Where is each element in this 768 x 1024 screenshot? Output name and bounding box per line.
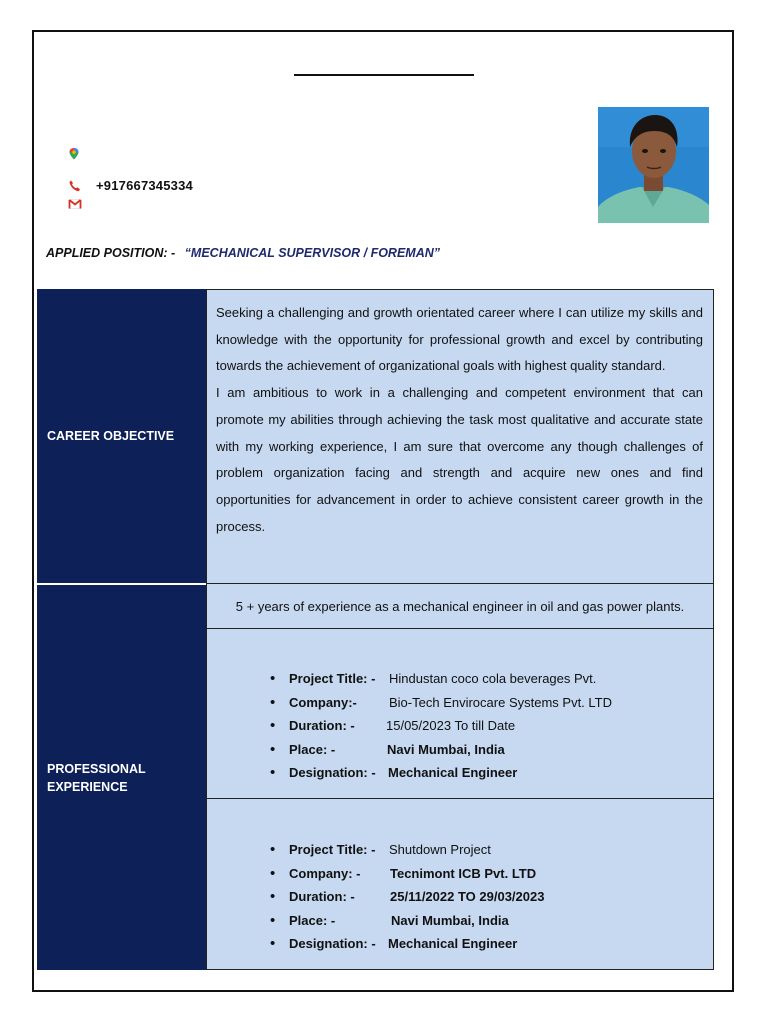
resume-table [37, 289, 714, 970]
profile-photo [598, 107, 709, 223]
designation-label: Designation: - [289, 765, 376, 780]
company: Bio-Tech Envirocare Systems Pvt. LTD [389, 694, 612, 710]
email-row [68, 197, 82, 211]
career-objective-paragraph-2: I am ambitious to work in a challenging and competent environment that can promote my abilities through achieving the task most qualitative and accurate state with my working experience, I am sure that overcome any though challenges of problem organization facing and strength and acquire new ones and find opportunities for advancement in order to achieve consistent career growth in the process. [216, 385, 703, 534]
name-underline [294, 74, 474, 76]
list-item [289, 714, 612, 738]
experience-summary-cell [206, 583, 714, 629]
project-list-1 [289, 667, 612, 785]
applied-position-value: “MECHANICAL SUPERVISOR / FOREMAN” [184, 246, 441, 260]
career-objective-paragraph-1: Seeking a challenging and growth orientated career where I can utilize my skills and knowledge with the opportunity for professional growth and excel by contributing towards the achievement of organizational goals with highest quality standard. [216, 305, 703, 374]
designation: Mechanical Engineer [388, 765, 518, 780]
career-objective-cell [206, 289, 714, 584]
list-item [289, 862, 544, 886]
place-label: Place: - [289, 912, 336, 928]
company-label: Company:- [289, 694, 357, 710]
project-title: Hindustan coco cola beverages Pvt. [389, 671, 597, 686]
list-item [289, 761, 612, 785]
project-title-label: Project Title: - [289, 671, 376, 686]
company-label: Company: - [289, 865, 361, 881]
map-pin-icon [68, 147, 82, 161]
list-item [289, 667, 612, 691]
career-objective-heading-text: CAREER OBJECTIVE [47, 429, 175, 443]
phone-number[interactable]: +917667345334 [96, 178, 193, 193]
professional-experience-heading-text: PROFESSIONAL EXPERIENCE [47, 761, 146, 794]
duration: 15/05/2023 To till Date [386, 718, 516, 733]
gmail-icon [68, 197, 82, 211]
project-title-label: Project Title: - [289, 842, 376, 857]
designation-label: Designation: - [289, 936, 376, 951]
applied-position [46, 246, 440, 260]
phone-icon [68, 179, 82, 193]
career-objective-heading [37, 289, 206, 583]
project-list-2 [289, 838, 544, 956]
applied-position-label: APPLIED POSITION: - [46, 246, 176, 260]
designation: Mechanical Engineer [388, 936, 518, 951]
project-title: Shutdown Project [389, 842, 491, 857]
phone-row [68, 178, 193, 193]
list-item [289, 909, 544, 933]
list-item [289, 932, 544, 956]
duration-label: Duration: - [289, 718, 355, 733]
list-item [289, 738, 612, 762]
duration-label: Duration: - [289, 889, 355, 904]
company: Tecnimont ICB Pvt. LTD [390, 865, 537, 881]
place: Navi Mumbai, India [387, 741, 505, 757]
list-item [289, 691, 612, 715]
place-label: Place: - [289, 741, 336, 757]
list-item [289, 885, 544, 909]
professional-experience-heading [37, 585, 206, 970]
project-cell-2 [206, 798, 714, 970]
project-cell-1 [206, 628, 714, 799]
address-row [68, 147, 82, 161]
place: Navi Mumbai, India [391, 912, 509, 928]
list-item [289, 838, 544, 862]
duration: 25/11/2022 TO 29/03/2023 [390, 889, 545, 904]
experience-summary: 5 + years of experience as a mechanical engineer in oil and gas power plants. [235, 598, 685, 614]
